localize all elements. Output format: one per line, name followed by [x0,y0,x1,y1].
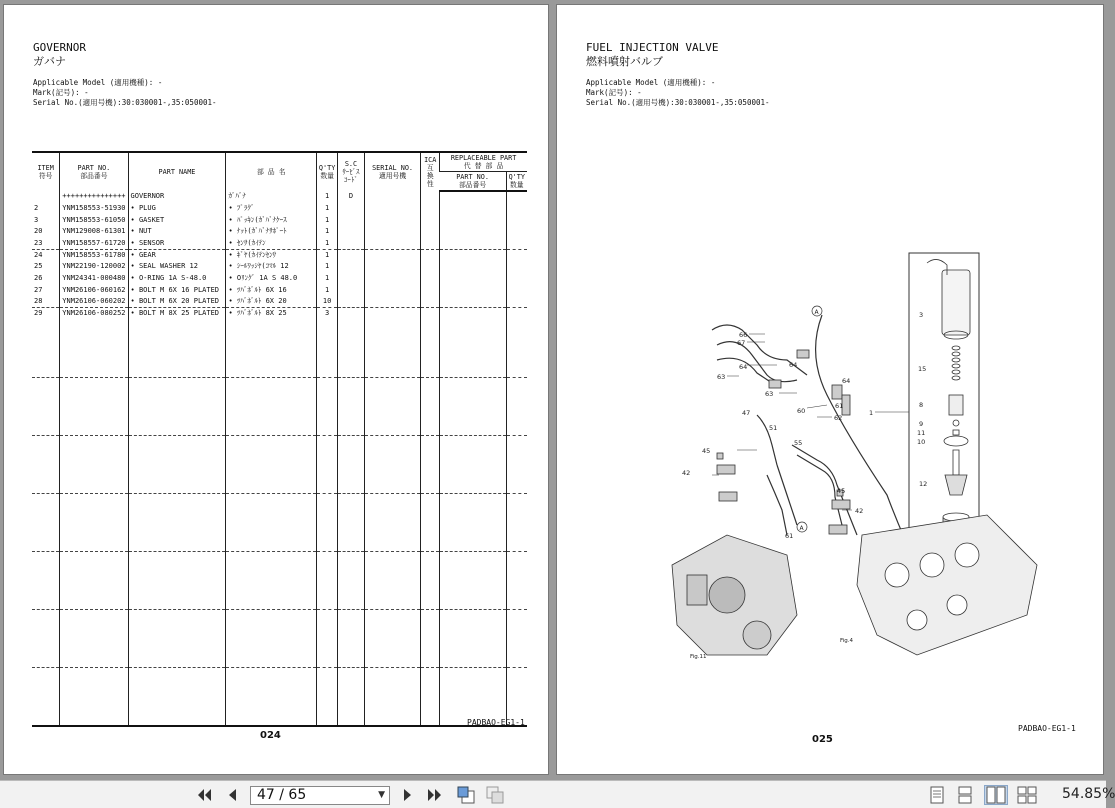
svg-text:62: 62 [834,414,843,422]
doc-id: PADBAO-EG1-1 [467,718,525,727]
table-row-empty [32,494,527,552]
leader-lines [712,334,852,510]
svg-text:9: 9 [919,420,924,428]
svg-text:55: 55 [794,439,803,447]
header-part-name-jp: 部 品 名 [226,152,317,191]
parts-table [32,151,527,727]
table-row-empty [32,320,527,378]
clamp-drawing [717,350,850,534]
svg-text:12: 12 [919,480,928,488]
two-page-view-icon [986,786,1006,804]
table-row-empty [32,436,527,494]
table-row: 28 YNM26106-060202 • BOLT M 6X 20 PLATED • ﾂﾊﾞﾎﾞﾙﾄ 6X 20 10 [32,296,527,308]
callout-a-markers [797,306,822,532]
page-number: 024 [260,730,281,741]
page-number-value: 47 / 65 [257,787,307,803]
svg-text:8: 8 [919,401,924,409]
rotate-page-button[interactable] [455,785,477,805]
svg-text:63: 63 [717,373,726,381]
marker-a-bottom: A [799,525,804,532]
cylinder-head-drawing [857,515,1037,655]
first-page-icon [195,787,213,803]
svg-text:64: 64 [842,377,851,385]
applicable-model: Applicable Model (適用機種): - [586,78,716,87]
serial-label: Serial No.(適用号機):30:030001-,35:050001- [586,98,770,107]
svg-text:67: 67 [737,339,746,347]
prev-page-icon [226,787,238,803]
pdf-page-right [556,4,1104,775]
next-page-button[interactable] [398,785,418,805]
chevron-down-icon[interactable]: ▼ [378,790,385,800]
header-part-name: PART NAME [128,152,226,191]
page-title: GOVERNOR [33,41,86,54]
svg-text:42: 42 [682,469,691,477]
serial-label: Serial No.(適用号機):30:030001-,35:050001- [33,98,217,107]
two-page-view-button[interactable] [984,785,1008,805]
header-ica: ICA 互 換 性 [421,152,440,191]
next-page-icon [402,787,414,803]
svg-text:61: 61 [835,402,844,410]
svg-text:64: 64 [739,363,748,371]
svg-text:51: 51 [769,424,778,432]
detail-labels [869,311,927,534]
single-page-view-icon [930,786,944,804]
applicable-model: Applicable Model (適用機種): - [33,78,163,87]
svg-text:Fig.4: Fig.4 [840,638,854,644]
table-row-empty [32,378,527,436]
svg-text:11: 11 [917,429,926,437]
svg-text:Fig.11: Fig.11 [690,654,707,660]
svg-text:10: 10 [917,438,926,446]
rotate-page-icon [456,786,476,804]
table-row: 26 YNM24341-000480 • O-RING 1A S-48.0 • Oﾘﾝｸﾞ 1A S 48.0 1 [32,273,527,285]
svg-text:1: 1 [869,409,874,417]
header-replaceable: REPLACEABLE PART 代 替 部 品 [440,152,527,172]
header-rep-part-no: PART NO. 部品番号 [440,172,506,192]
table-row: 3 YNM158553-61050 • GASKET • ﾊﾟｯｷﾝ(ｶﾞﾊﾞﾅｹｰｽ 1 [32,214,527,226]
exploded-parts-diagram [657,235,1097,675]
svg-text:64: 64 [789,361,798,369]
svg-text:47: 47 [742,409,751,417]
table-row: 2 YNM158553-51930 • PLUG • ﾌﾟﾗｸﾞ 1 [32,203,527,215]
table-row-empty [32,668,527,726]
header-rep-qty: Q'TY 数量 [506,172,527,192]
single-page-view-button[interactable] [928,785,946,805]
svg-text:61: 61 [785,532,794,540]
fuel-lines [712,315,917,565]
table-row: 20 YNM129008-61301 • NUT • ﾅｯﾄ(ｶﾞﾊﾞﾅｻﾎﾟｰﾄ 1 [32,226,527,238]
table-row: 25 YNM22190-120002 • SEAL WASHER 12 • ｼｰﾙﾜｯｼﾔ(ｺﾏﾙ 12 1 [32,261,527,273]
svg-text:3: 3 [919,311,924,319]
header-part-no: PART NO. 部品番号 [60,152,128,191]
svg-text:15: 15 [918,365,927,373]
continuous-view-icon [958,786,972,804]
svg-text:45: 45 [837,487,846,495]
header-qty: Q'TY 数量 [317,152,338,191]
table-row-empty [32,552,527,610]
injection-pump-drawing [672,535,797,655]
table-row: 23 YNM158557-61720 • SENSOR • ｾﾝｻ(ｶｲﾃﾝ 1 [32,238,527,250]
marker-a-top: A [814,309,819,316]
header-sc: S.C ｻｰﾋﾞｽ ｺｰﾄﾞ [338,152,365,191]
svg-text:42: 42 [855,507,864,515]
last-page-button[interactable] [424,785,446,805]
page-number: 025 [812,734,833,745]
doc-id: PADBAO-EG1-1 [1018,724,1076,733]
last-page-icon [426,787,444,803]
zoom-level[interactable]: 54.85% [1062,786,1115,802]
prev-page-button[interactable] [222,785,242,805]
svg-text:60: 60 [797,407,806,415]
table-row-empty [32,610,527,668]
table-row: 29 YNM26106-080252 • BOLT M 8X 25 PLATED • ﾂﾊﾞﾎﾞﾙﾄ 8X 25 3 [32,308,527,320]
copy-page-icon [485,786,505,804]
header-serial-no: SERIAL NO. 適用号機 [364,152,420,191]
two-page-continuous-view-button[interactable] [1016,785,1038,805]
page-title: FUEL INJECTION VALVE [586,41,719,54]
svg-text:45: 45 [702,447,711,455]
navigation-toolbar [0,780,1115,808]
table-row: 24 YNM158553-61780 • GEAR • ｷﾞﾔ(ｶｲﾃﾝｾﾝｻ 1 [32,249,527,261]
page-number-input[interactable] [250,786,390,805]
copy-page-button[interactable] [484,785,506,805]
mark-label: Mark(記号): - [586,88,642,97]
svg-text:63: 63 [765,390,774,398]
two-page-continuous-view-icon [1017,786,1037,804]
first-page-button[interactable] [193,785,215,805]
page-title-jp: ガバナ [33,55,66,68]
continuous-view-button[interactable] [956,785,974,805]
page-title-jp: 燃料噴射バルブ [586,55,663,68]
mark-label: Mark(記号): - [33,88,89,97]
table-row: 27 YNM26106-060162 • BOLT M 6X 16 PLATED • ﾂﾊﾞﾎﾞﾙﾄ 6X 16 1 [32,285,527,297]
pdf-page-left [3,4,549,775]
table-row: +++++++++++++++ GOVERNOR ｶﾞﾊﾞﾅ 1 D [32,191,527,203]
svg-text:66: 66 [739,331,748,339]
nozzle-parts-drawing [927,259,970,547]
header-item: ITEM 符号 [32,152,60,191]
